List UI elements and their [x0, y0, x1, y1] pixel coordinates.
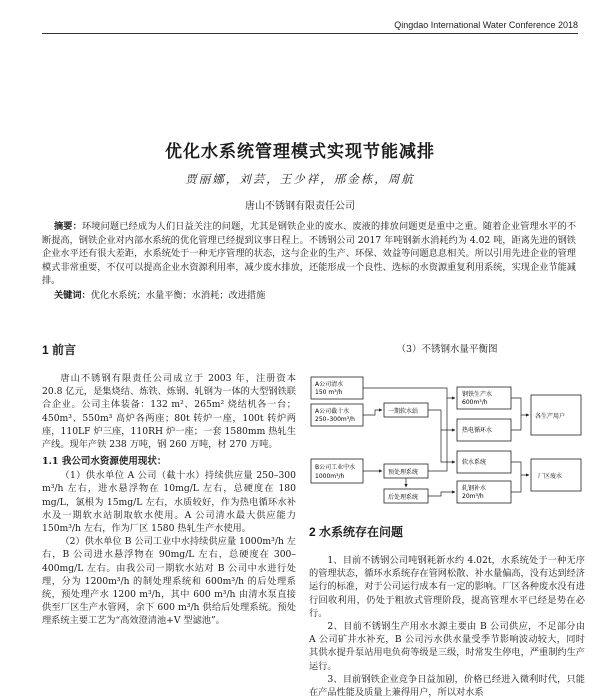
far-box-users [531, 395, 581, 435]
source-b-flow: 1000m³/h [315, 473, 345, 480]
process-box-posttreat [384, 489, 428, 503]
section-1-item-2: （2）供水单位 B 公司工业中水持续供应量 1000m³/h 左右，B 公司进水悬浮物在 90mg/L 左右，总硬度在 300–400mg/L 左右。由我公司一期软水站对 B 公司中水进行处理，分为 1200m³/h 的制处理系统和 600m³/h 的后处理系统，预处理产水 1200 m³/h，其中 600 m³/h 由清水泵直接供至厂区生产水管网，余下 600 m³/h 供给后处理系统。预处理系统主要工艺为“高效澄清池+V 型滤池”。 [42, 536, 296, 627]
user-softsys-label: 软水系统 [462, 459, 487, 466]
user-box-softsys [457, 451, 511, 473]
source-b-label: B公司工业中水 [315, 464, 356, 471]
process-box-pretreat [384, 464, 428, 478]
source-a-mine-flow: 250–300m³/h [315, 416, 355, 423]
section-1-heading: 1 前言 [42, 343, 77, 357]
process-posttreat-label: 后处理系统 [388, 494, 419, 501]
abstract-text: 环境问题已经成为人们日益关注的问题，尤其是钢铁企业的废水、废液的排放问题更是重中之重。随着企业管理水平的不断提高，钢铁企业对内部水系统的优化管理已经提到议事日程上。不锈钢公司 2017 年吨钢新水消耗约为 4.02 吨，距离先进的钢铁企业水平还有很大差距，水系统处于一种无序管理的状态，这与企业的生产、环保、效益等问题息息相关。所以引用先进企业的管理模式非常重要，不仅可以提高企业水资源利用率，减少废水排放，还能形成一个良性、选标的水资源重复利用系统，实现企业节能减排。 [42, 221, 577, 287]
left-column [42, 341, 296, 628]
source-box-b [311, 459, 363, 483]
section-1-1-heading: 1.1 我公司水资源使用现状： [42, 456, 167, 468]
source-a-clear-label: A公司清水 [315, 381, 344, 388]
abstract [42, 220, 576, 288]
section-2-para-3: 3、目前钢铁企业竞争日益加剧，价格已经进入微利时代，只能在产品性能及质量上兼得用户，所以对水系 [309, 673, 585, 699]
paper-title: 优化水系统管理模式实现节能减排 [165, 142, 435, 162]
paper-affiliation: 唐山不锈钢有限责任公司 [245, 201, 355, 212]
user-box-thermal [457, 419, 511, 441]
process-pretreat-label: 预处理系统 [388, 469, 419, 476]
user-steel-flow: 600m³/h [462, 399, 488, 406]
section-1-item-1: （1）供水单位 A 公司（截十水）持续供应量 250–300 m³/h 左右，进水悬浮物在 10mg/L 左右，总硬度在 180 mg/L，氯根为 15mg/L 左右，水质较好，作为热电循环水补水及一期软水站制取软水使用。A 公司清水最大供应能力 150m³/h 左右，作为厂区 1580 热轧生产水使用。 [42, 470, 296, 535]
section-2-heading: 2 水系统存在问题 [309, 525, 404, 539]
right-column [309, 341, 585, 699]
paper-authors: 贾丽娜，刘芸，王少祥，邢金栋，周航 [185, 172, 415, 186]
abstract-label: 摘要： [53, 221, 82, 232]
keywords [42, 289, 576, 302]
user-rolling-label: 轧钢补水 [462, 485, 487, 492]
figure-caption: （3）不锈钢水量平衡图 [396, 344, 498, 355]
user-steel-label: 钢铁生产水 [462, 391, 493, 398]
keywords-label: 关键词： [53, 290, 91, 301]
user-box-rolling [457, 481, 511, 503]
source-a-clear-flow: 150 m³/h [315, 389, 343, 396]
process-box-softwater [384, 403, 428, 417]
water-balance-diagram [309, 359, 585, 509]
running-head: Qingdao International Water Conference 2018 [394, 20, 578, 30]
source-box-a-mine [311, 404, 363, 426]
user-box-steel [457, 387, 511, 409]
header-rule [42, 33, 578, 34]
far-wastewater-label: 厂区废水 [538, 473, 563, 480]
far-users-label: 各生产用户 [535, 413, 566, 420]
far-box-wastewater [531, 459, 581, 491]
source-a-mine-label: A公司截十水 [315, 408, 350, 415]
process-softwater-label: 一期软水站 [388, 408, 419, 415]
section-1-intro: 唐山不锈钢有限责任公司成立于 2003 年，注册资本 20.8 亿元，是集烧结、炼铁、炼钢、轧钢为一体的大型钢铁联合企业。公司主体装备：132 m²、265m² 烧结机各一台；450m³、550m³ 高炉各两座；80t 转炉一座，100t 转炉两座，110LF 炉三座，110RH 炉一座；一套 1580mm 热轧生产线。现年产铁 238 万吨，钢 260 万吨，材 270 万吨。 [42, 373, 296, 451]
section-2-para-2: 2、目前不锈钢生产用水水源主要由 B 公司供应，不足部分由 A 公司矿井水补充，B 公司污水供水量受季节影响波动较大，同时其供水提升泵站用电负荷等级是三级，时常发生停电，严重制约生产运行。 [309, 621, 585, 672]
section-2-para-1: 1、目前不锈钢公司吨钢耗新水约 4.02t，水系统处于一种无序的管理状态，循环水系统存在管网松散、补水量偏高，没有达到经济运行的标准，对于公司运行成本有一定的影响。厂区各种废水没有进行回收利用，仍处于粗放式管理阶段，提高管理水平已经是势在必行。 [309, 555, 585, 619]
source-box-a-clear [311, 377, 363, 399]
user-rolling-flow: 20m³/h [462, 493, 484, 500]
user-thermal-label: 热电循环水 [462, 427, 493, 434]
keywords-text: 优化水系统；水量平衡；水消耗；改进措施 [90, 290, 266, 301]
